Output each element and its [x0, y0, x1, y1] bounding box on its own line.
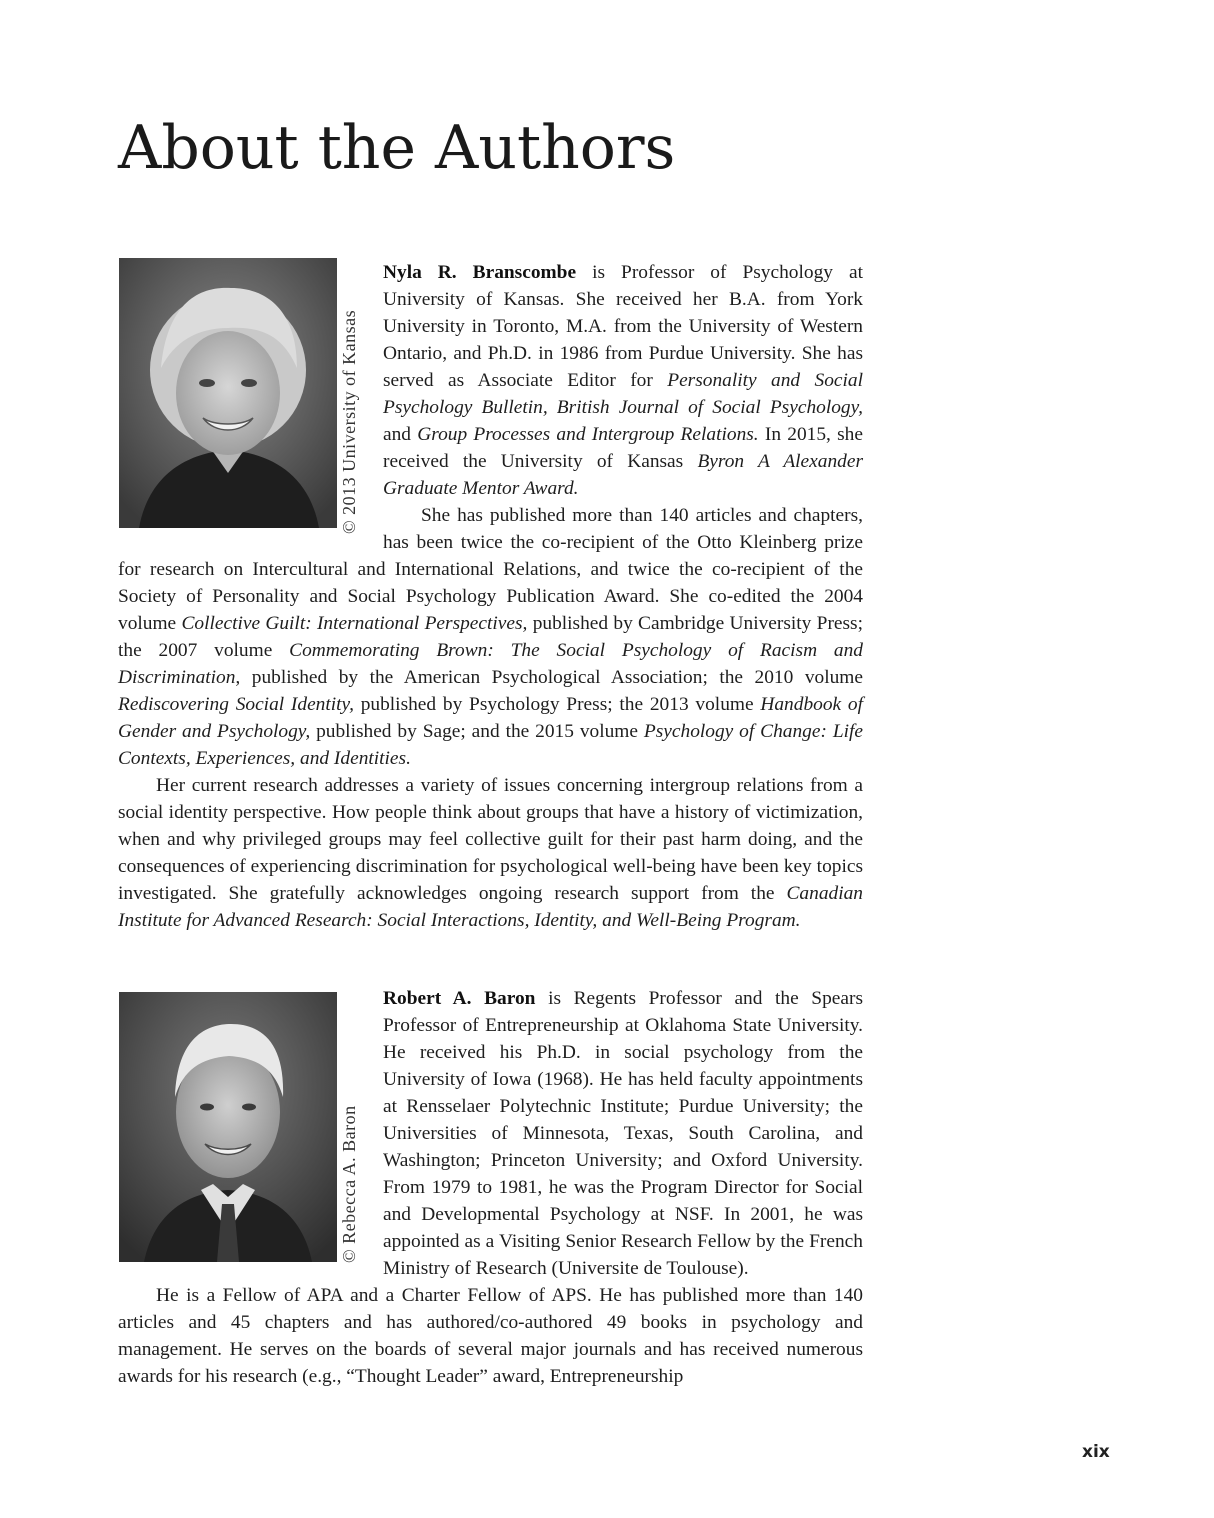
photo-wrapper-branscombe [118, 258, 380, 538]
page-number: xix [1082, 1442, 1110, 1462]
bio-text: is Professor of Psychology at University of Kansas. She received her B.A. from York University in Toronto, M.A. from the University of Western Ontario, and Ph.D. in 1986 from Purdue University. She has served as Associate Editor for [383, 262, 863, 391]
bio-paragraph-3 [118, 772, 863, 934]
program-title: Canadian Institute for Advanced Research: Social Interactions, Identity, and Well-Being Program. [118, 883, 863, 931]
author-name-baron: Robert A. Baron [383, 988, 536, 1009]
book-title: Collective Guilt: International Perspectives, [181, 613, 528, 634]
book-title: Rediscovering Social Identity, [118, 694, 354, 715]
author-bio-branscombe [118, 259, 863, 934]
award-title: Byron A Alexander Graduate Mentor Award. [383, 451, 864, 499]
author-photo-branscombe [119, 258, 337, 528]
author-bio-baron [118, 985, 863, 1390]
author-photo-baron [119, 992, 337, 1262]
book-title: Psychology of Change: Life Contexts, Experiences, and Identities. [118, 721, 864, 769]
author-photo-drawing [119, 992, 337, 1262]
book-title: Commemorating Brown: The Social Psychology of Racism and Discrimination, [118, 640, 863, 688]
bio-text: She has published more than 140 articles and chapters, has been twice the co-recipient of the Otto Kleinberg prize for research on Intercultural and International Relations, and twice the co-recipient of the Society of Personality and Social Psychology Publication Award. She co-edited the 2004 volume [118, 505, 863, 634]
bio-text: published by Sage; and the 2015 volume [310, 721, 644, 742]
bio-text: is Regents Professor and the Spears Professor of Entrepreneurship at Oklahoma State University. He received his Ph.D. in social psychology from the University of Iowa (1968). He has held faculty appointments at Rensselaer Polytechnic Institute; Purdue University; the Universities of Minnesota, Texas, South Carolina, and Washington; Princeton University; and Oxford University. From 1979 to 1981, he was the Program Director for Social and Developmental Psychology at NSF. In 2001, he was appointed as a Visiting Senior Research Fellow by the French Ministry of Research (Universite de Toulouse). [383, 988, 863, 1279]
page-title: About the Authors [118, 113, 676, 183]
photo-credit-text: © Rebecca A. Baron [339, 1105, 359, 1263]
bio-paragraph-2 [118, 502, 863, 772]
bio-text: In 2015, she received the University of Kansas [383, 424, 863, 472]
bio-text: Her current research addresses a variety of issues concerning intergroup relations from a social identity perspective. How people think about groups that have a history of victimization, when and why privileged groups may feel collective guilt for their past harm doing, and the consequences of experiencing discrimination for psychological well-being have been key topics investigated. She gratefully acknowledges ongoing research support from the [118, 775, 863, 904]
bio-paragraph-2: He is a Fellow of APA and a Charter Fellow of APS. He has published more than 140 articles and 45 chapters and has authored/co-authored 49 books in psychology and management. He serves on the boards of several major journals and has received numerous awards for his research (e.g., “Thought Leader” award, Entrepreneurship [118, 1285, 863, 1387]
bio-text: published by Cambridge University Press; the 2007 volume [118, 613, 863, 661]
bio-text: published by the American Psychological Association; the 2010 volume [240, 667, 863, 688]
book-title: Handbook of Gender and Psychology, [118, 694, 863, 742]
author-photo-drawing [119, 258, 337, 528]
photo-wrapper-baron [118, 984, 380, 1267]
journal-title: Group Processes and Intergroup Relations. [417, 424, 759, 445]
bio-text: and [383, 424, 418, 445]
author-name-branscombe: Nyla R. Branscombe [383, 262, 577, 283]
photo-credit-text: © 2013 University of Kansas [339, 309, 359, 534]
bio-text: published by Psychology Press; the 2013 volume [353, 694, 761, 715]
journal-titles: Personality and Social Psychology Bulletin, British Journal of Social Psychology, [383, 370, 863, 418]
